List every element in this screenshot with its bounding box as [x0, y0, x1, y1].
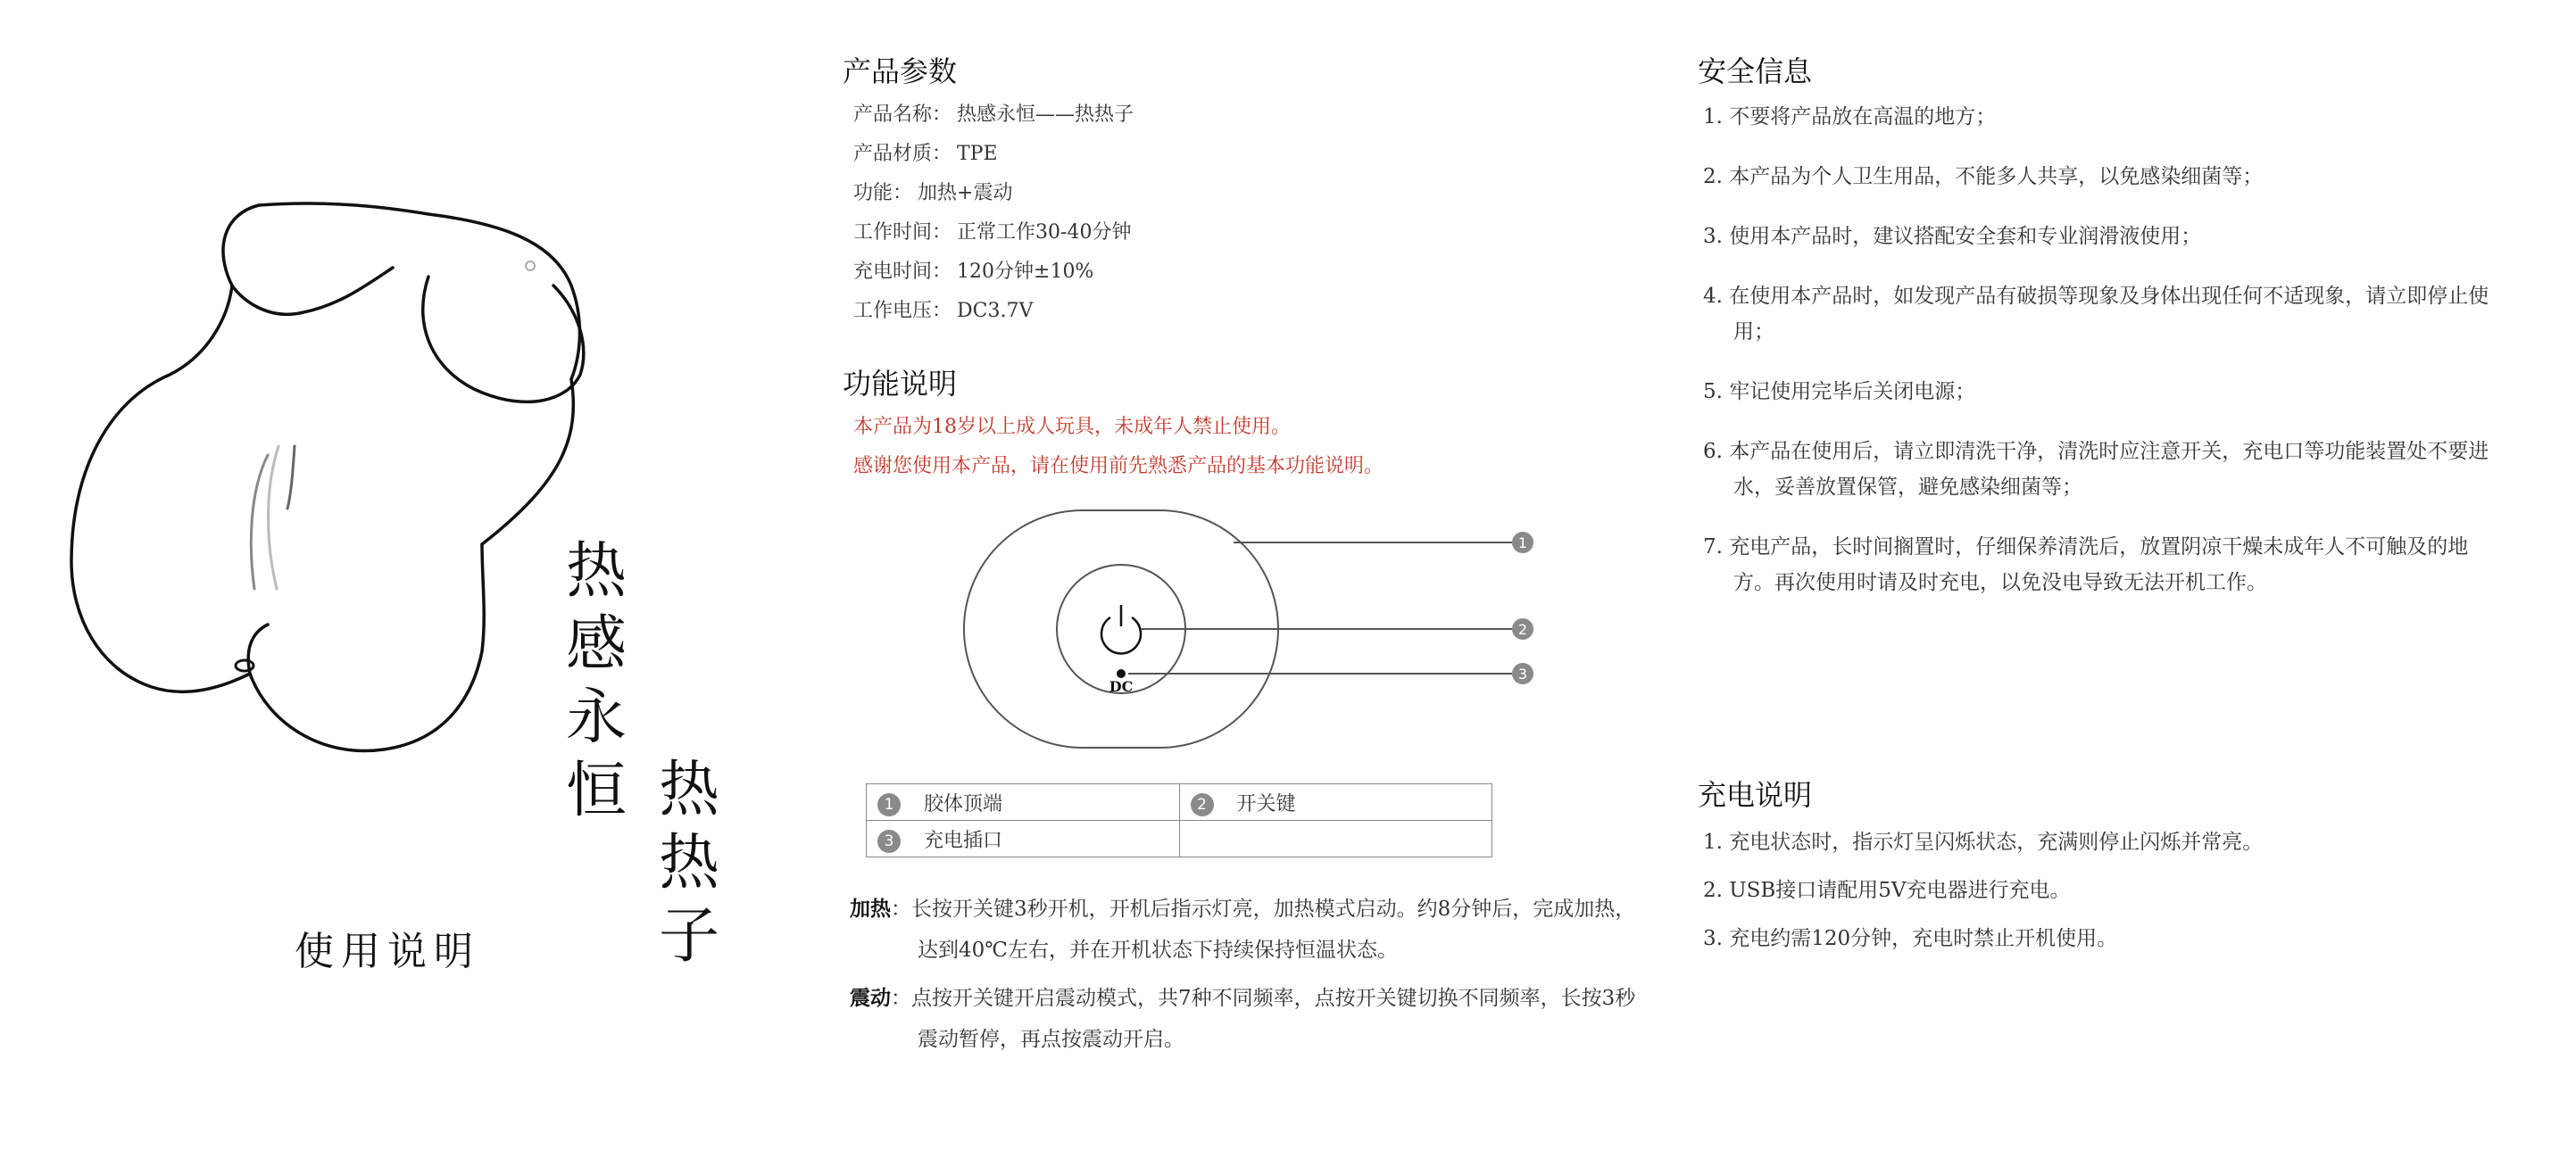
- cover-subtitle-char: 热: [658, 755, 719, 825]
- safety-heading: 安全信息: [1698, 54, 1813, 88]
- device-top-diagram: [955, 500, 1544, 767]
- vibrate-instructions: [850, 978, 1644, 1060]
- cover-title-char: 热: [565, 536, 627, 607]
- part-label: 充电插口: [924, 829, 1003, 852]
- param-label: 工作时间：: [853, 221, 952, 244]
- heat-text: 长按开关键3秒开机，开机后指示灯亮，加热模式启动。约8分钟后，完成加热，达到40℃左右，并在开机状态下持续保持恒温状态。: [911, 898, 1636, 962]
- param-row: [853, 213, 1134, 252]
- charging-heading: 充电说明: [1698, 778, 1813, 812]
- cover-title-char: 永: [565, 683, 627, 753]
- cover-subtitle-char: 子: [658, 901, 719, 972]
- params-heading: 产品参数: [843, 54, 958, 88]
- param-value: 加热+震动: [918, 182, 1013, 204]
- function-section: [843, 361, 1646, 486]
- list-item: 2. 本产品为个人卫生用品，不能多人共享，以免感染细菌等；: [1703, 165, 2264, 188]
- part-number: 1: [877, 793, 901, 816]
- part-number: 3: [877, 830, 901, 853]
- param-value: DC3.7V: [957, 300, 1034, 322]
- cover-subtitle-char: 热: [658, 828, 719, 898]
- safety-list: [1698, 99, 2501, 600]
- param-value: TPE: [957, 143, 998, 165]
- list-item: 4. 在使用本产品时，如发现产品有破损等现象及身体出现任何不适现象，请立即停止使用；: [1703, 285, 2489, 344]
- list-item: 3. 使用本产品时，建议搭配安全套和专业润滑液使用；: [1703, 225, 2202, 248]
- cover-title-char: 恒: [565, 756, 627, 826]
- list-item: 6. 本产品在使用后，请立即清洗干净，清洗时应注意开关，充电口等功能装置处不要进水，妥善放置保管，避免感染细菌等；: [1703, 440, 2489, 499]
- vibrate-text: 点按开关键开启震动模式，共7种不同频率，点按开关键切换不同频率，长按3秒震动暂停，再点按震动开启。: [911, 987, 1636, 1051]
- part-number: 2: [1191, 793, 1214, 816]
- charging-list: [1698, 824, 2501, 956]
- part-cell: [867, 821, 1180, 857]
- list-item: 7. 充电产品，长时间搁置时，仔细保养清洗后，放置阴凉干燥未成年人不可触及的地方。再次使用时请及时充电，以免没电导致无法开机工作。: [1703, 535, 2469, 594]
- param-row: [853, 95, 1134, 135]
- list-item: 1. 充电状态时，指示灯呈闪烁状态，充满则停止闪烁并常亮。: [1703, 831, 2264, 854]
- vibrate-key: 震动: [850, 987, 891, 1010]
- dc-port-dot: [1117, 669, 1126, 678]
- parts-table: [866, 783, 1492, 857]
- usage-notice: 感谢您使用本产品，请在使用前先熟悉产品的基本功能说明。: [853, 455, 1384, 477]
- heat-instructions: [850, 889, 1644, 971]
- callout-1-label: 1: [1517, 534, 1528, 551]
- param-value: 正常工作30-40分钟: [957, 221, 1132, 244]
- cover-subtitle-vertical: [653, 754, 725, 973]
- charging-section: [1698, 773, 2501, 956]
- safety-section: [1698, 49, 2501, 600]
- params-section: [843, 49, 1134, 331]
- cover-title-char: 感: [565, 609, 627, 680]
- heat-colon: ：: [891, 898, 911, 921]
- list-item: 1. 不要将产品放在高温的地方；: [1703, 105, 1997, 128]
- dc-port-label: DC: [1109, 678, 1134, 695]
- part-cell: [867, 784, 1180, 821]
- param-row: [853, 135, 1134, 174]
- callout-2-label: 2: [1517, 621, 1528, 638]
- param-label: 功能：: [853, 182, 913, 204]
- table-row: [867, 784, 1492, 821]
- cover-title-vertical: [561, 535, 632, 828]
- heat-key: 加热: [850, 898, 891, 921]
- param-row: [853, 174, 1134, 213]
- param-row: [853, 292, 1134, 331]
- callout-3-label: 3: [1517, 666, 1528, 683]
- part-cell-empty: [1179, 821, 1492, 857]
- list-item: 5. 牢记使用完毕后关闭电源；: [1703, 380, 1976, 403]
- part-label: 开关键: [1236, 792, 1296, 815]
- product-silhouette-illustration: [54, 187, 625, 776]
- part-cell: [1179, 784, 1492, 821]
- vibrate-colon: ：: [891, 987, 911, 1010]
- param-row: [853, 252, 1134, 292]
- param-label: 产品材质：: [853, 143, 952, 165]
- param-label: 充电时间：: [853, 261, 952, 283]
- manual-label: 使用说明: [295, 929, 480, 974]
- list-item: 3. 充电约需120分钟，充电时禁止开机使用。: [1703, 927, 2118, 950]
- param-label: 工作电压：: [853, 300, 952, 322]
- table-row: [867, 821, 1492, 857]
- param-label: 产品名称：: [853, 103, 952, 126]
- age-warning: 本产品为18岁以上成人玩具，未成年人禁止使用。: [853, 416, 1291, 438]
- param-value: 热感永恒——热热子: [957, 103, 1134, 126]
- list-item: 2. USB接口请配用5V充电器进行充电。: [1703, 879, 2071, 902]
- param-value: 120分钟±10%: [957, 261, 1094, 283]
- part-label: 胶体顶端: [924, 792, 1003, 815]
- function-heading: 功能说明: [843, 367, 958, 401]
